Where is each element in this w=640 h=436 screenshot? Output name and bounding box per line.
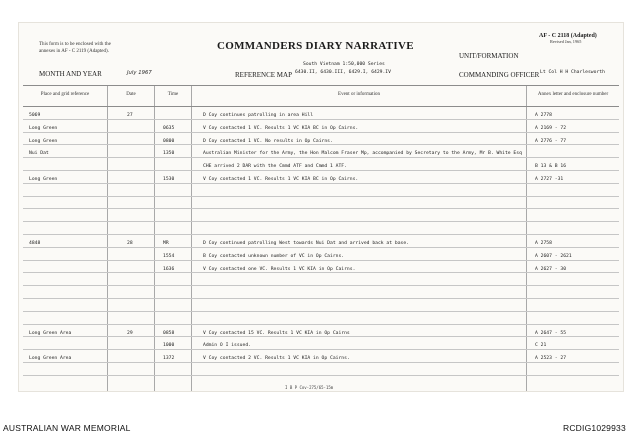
- row-place: Long Green: [29, 125, 58, 131]
- row-time: MR: [163, 240, 169, 246]
- enclose-note-line-2: annexes in AF - C 2119 (Adapted).: [39, 49, 109, 54]
- row-event: V Coy contacted one VC. Results 1 VC KIA in Op Cairns.: [203, 266, 356, 272]
- row-event: Admin O I issued.: [203, 343, 251, 349]
- row-place: Long Green: [29, 138, 58, 144]
- row-annex: A 2523 - 27: [535, 356, 567, 362]
- row-annex: C 21: [535, 343, 547, 349]
- row-annex: A 2778: [535, 112, 552, 118]
- row-time: 1000: [163, 343, 175, 349]
- row-time: 0858: [163, 330, 175, 336]
- map-ref-series: South Vietnam 1:50,000 Series: [303, 62, 385, 67]
- form-revised: Revised Jan, 1965: [550, 39, 582, 44]
- row-place: Long Green Area: [29, 330, 72, 336]
- row-time: 1372: [163, 356, 175, 362]
- col-header-time: Time: [167, 92, 179, 97]
- row-event: V Coy contacted 2 VC. Results 1 VC KIA in Op Cairns.: [203, 356, 350, 362]
- commanding-officer-value: Lt Col H H Charlesworth: [540, 70, 605, 75]
- row-event: Australian Minister for the Army, the Hon Malcom Fraser Mp, accompanied by Secretary to the Army, Mr B. White Esq: [203, 151, 522, 157]
- diary-sheet: [18, 22, 624, 392]
- row-event: V Coy contacted 1 VC. Results 1 VC KIA BC in Op Cairns.: [203, 176, 359, 182]
- row-annex: A 2627 - 30: [535, 266, 567, 272]
- row-event: CHE arrived 2 DAR with the Cmmd ATF and Cmmd 1 ATF.: [203, 164, 347, 170]
- row-event: D Coy continues patrolling in area Hill: [203, 112, 314, 118]
- caption-source: AUSTRALIAN WAR MEMORIAL: [3, 423, 131, 433]
- month-year-label: MONTH AND YEAR: [39, 70, 102, 78]
- form-number: AF - C 2118 (Adapted): [539, 33, 597, 39]
- row-annex: B 13 & B 16: [535, 164, 567, 170]
- row-time: 0800: [163, 138, 175, 144]
- row-date: 28: [127, 240, 133, 246]
- row-place: Nui Dat: [29, 151, 49, 157]
- row-date: 29: [127, 330, 133, 336]
- unit-formation-label: UNIT/FORMATION: [459, 52, 519, 60]
- col-header-date: Date: [126, 92, 136, 97]
- row-time: 1530: [163, 176, 175, 182]
- row-annex: A 2169 - 72: [535, 125, 567, 131]
- row-time: 1554: [163, 253, 175, 259]
- caption-id: RCDIG1029933: [563, 423, 626, 433]
- printer-imprint: I B P Cov-275/65-15m: [285, 385, 334, 390]
- row-place: Long Green Area: [29, 356, 72, 362]
- col-header-place: Place and grid reference: [40, 92, 90, 97]
- row-place: 5069: [29, 112, 41, 118]
- map-ref-sheets: 6430.II, 6430.III, 6429.I, 6429.IV: [295, 70, 391, 75]
- enclose-note-line-1: This form is to be enclosed with the: [39, 42, 111, 47]
- month-year-value: July 1967: [127, 70, 152, 76]
- row-time: 1636: [163, 266, 175, 272]
- col-header-annex: Annex letter and enclosure number: [537, 92, 609, 97]
- row-place: 4848: [29, 240, 41, 246]
- row-event: D Coy contacted 1 VC. No results in Op Cairns.: [203, 138, 333, 144]
- row-annex: A 2647 - 55: [535, 330, 567, 336]
- row-event: V Coy contacted 1 VC. Results 1 VC KIA BC in Op Cairns.: [203, 125, 359, 131]
- row-event: V Coy contacted 15 VC. Results 1 VC KIA in Op Cairns: [203, 330, 350, 336]
- row-place: Long Green: [29, 176, 58, 182]
- row-annex: A 2727 -31: [535, 176, 564, 182]
- row-annex: A 2607 - 2621: [535, 253, 572, 259]
- row-event: B Coy contacted unknown number of VC in Op Cairns.: [203, 253, 345, 259]
- row-event: D Coy continued patrolling West towards Nui Dat and arrived back at base.: [203, 240, 410, 246]
- col-header-event: Event or information: [338, 92, 380, 97]
- row-time: 1350: [163, 151, 175, 157]
- commanding-officer-label: COMMANDING OFFICER: [459, 71, 540, 79]
- row-date: 27: [127, 112, 133, 118]
- row-annex: A 2776 - 77: [535, 138, 567, 144]
- row-annex: A 2758: [535, 240, 552, 246]
- diary-table: [23, 85, 619, 391]
- reference-map-label: REFERENCE MAP: [235, 71, 292, 79]
- page-title: COMMANDERS DIARY NARRATIVE: [217, 40, 414, 52]
- row-time: 0635: [163, 125, 175, 131]
